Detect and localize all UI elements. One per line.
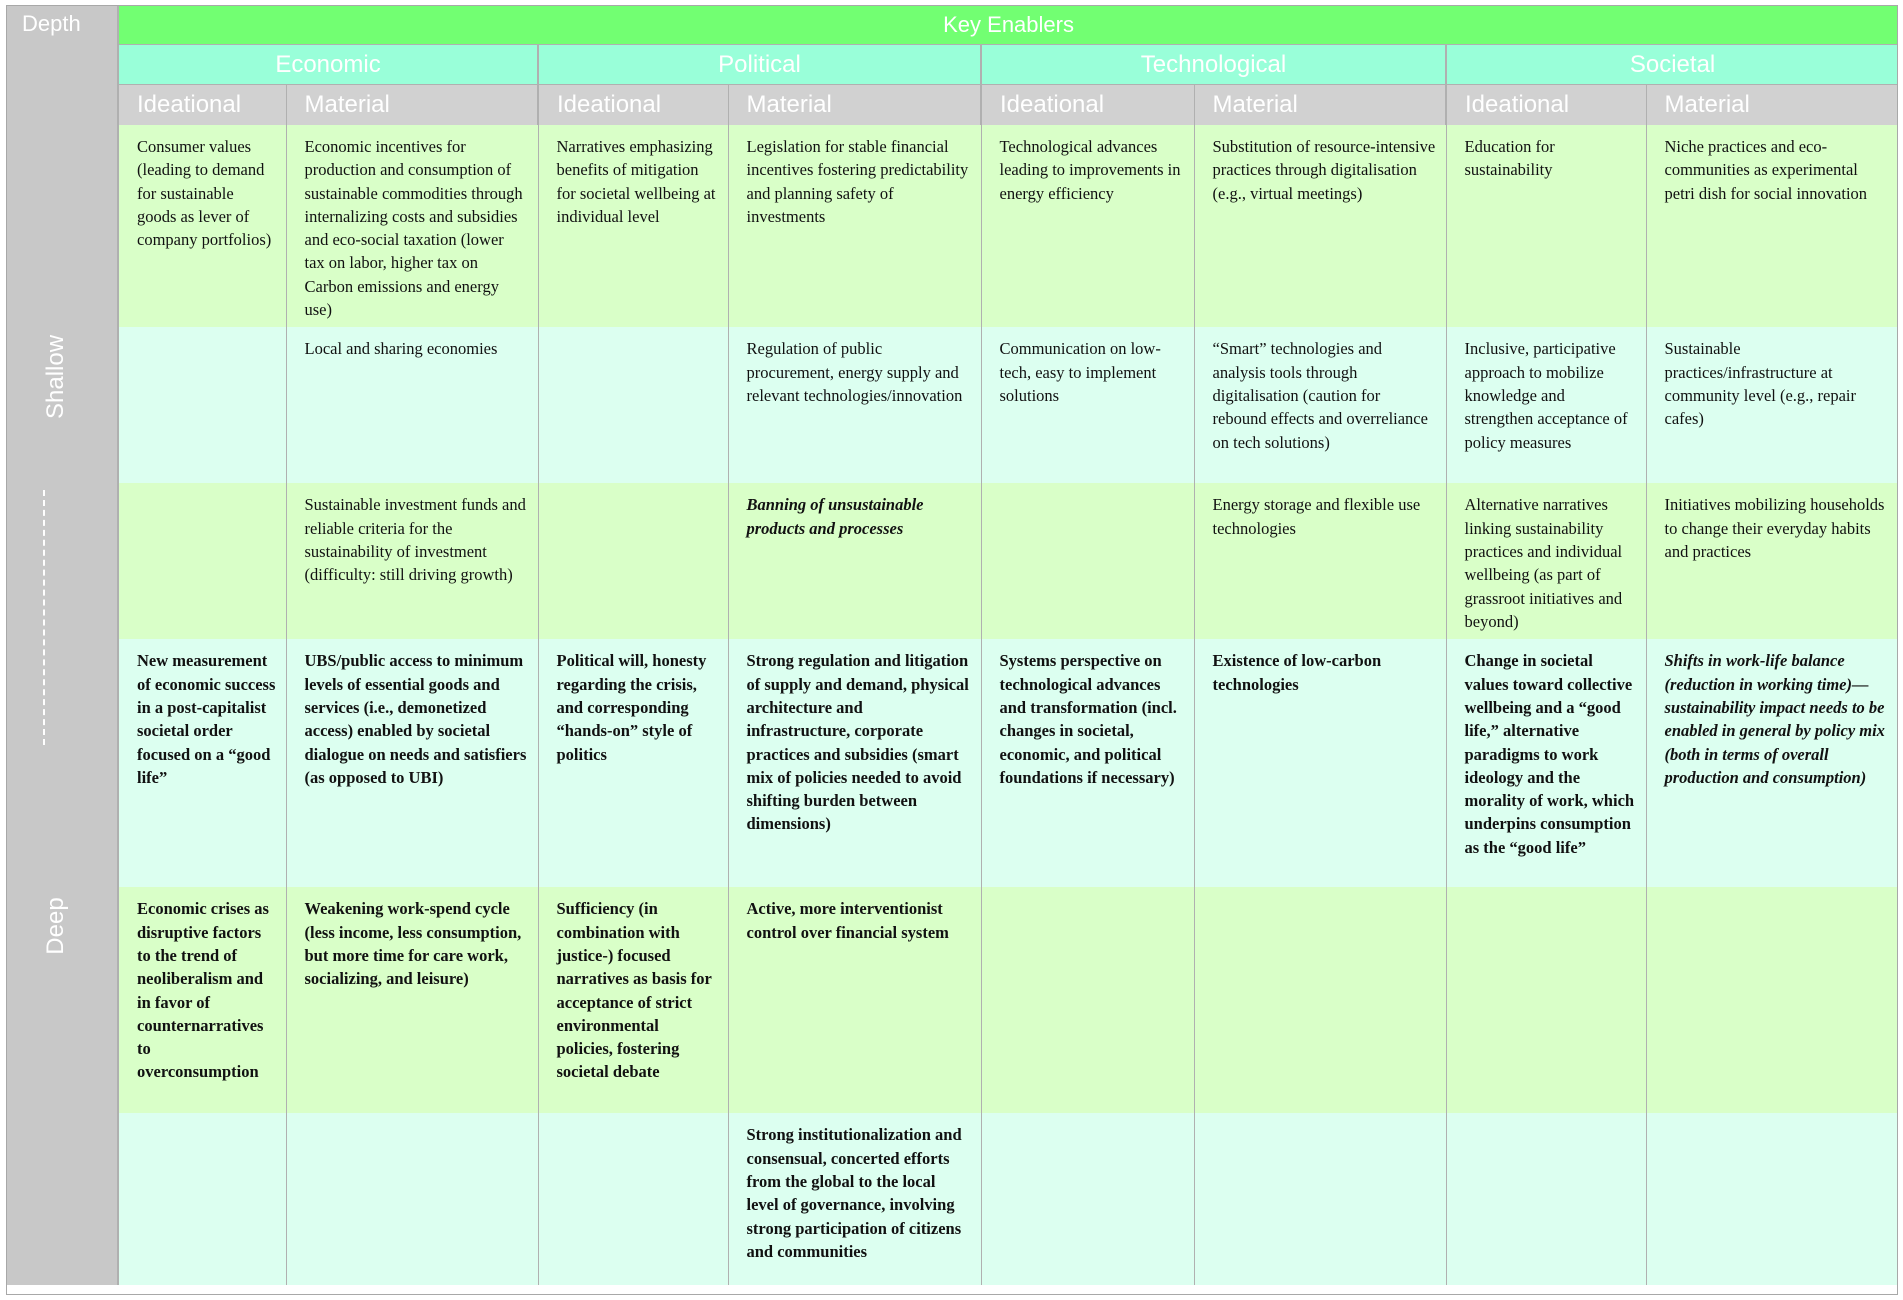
table-cell: Energy storage and flexible use technologies — [1194, 483, 1446, 639]
table-cell — [1446, 887, 1646, 1113]
table-cell — [538, 327, 728, 483]
depth-label-shallow: Shallow — [42, 334, 69, 419]
table-cell — [981, 887, 1194, 1113]
table-cell: Strong regulation and litigation of supply and demand, physical architecture and infrastructure, corporate practices and subsidies (smart mix of policies needed to avoid shifting burden between dimensions) — [728, 639, 981, 887]
table-row — [6, 125, 1898, 327]
table-cell: Niche practices and eco-communities as experimental petri dish for social innovation — [1646, 125, 1898, 327]
table-cell: Regulation of public procurement, energy supply and relevant technologies/innovation — [728, 327, 981, 483]
category-technological: Technological — [981, 45, 1446, 85]
table-cell — [1194, 887, 1446, 1113]
table-cell: Legislation for stable financial incentives fostering predictability and planning safety of investments — [728, 125, 981, 327]
table-cell: Shifts in work-life balance (reduction in working time)— sustainability impact needs to be enabled in general by policy mix (both in terms of overall production and consumption) — [1646, 639, 1898, 887]
depth-column — [6, 125, 118, 1285]
table-cell: Technological advances leading to improvements in energy efficiency — [981, 125, 1194, 327]
category-political: Political — [538, 45, 981, 85]
table-cell: Weakening work-spend cycle (less income, less consumption, but more time for care work, socializing, and leisure) — [286, 887, 538, 1113]
table-cell: Sustainable investment funds and reliable criteria for the sustainability of investment (difficulty: still driving growth) — [286, 483, 538, 639]
table-cell — [286, 1113, 538, 1285]
table-cell — [981, 483, 1194, 639]
table-cell: New measurement of economic success in a post-capitalist societal order focused on a “good life” — [118, 639, 286, 887]
depth-header: Depth — [6, 5, 118, 125]
table-cell: Economic incentives for production and consumption of sustainable commodities through internalizing costs and subsidies and eco-social taxation (lower tax on labor, higher tax on Carbon emissions and energy use) — [286, 125, 538, 327]
table-cell: Strong institutionalization and consensual, concerted efforts from the global to the local level of governance, involving strong participation of citizens and communities — [728, 1113, 981, 1285]
depth-label-deep: Deep — [42, 897, 69, 955]
table-cell: Consumer values (leading to demand for sustainable goods as lever of company portfolios) — [118, 125, 286, 327]
table-row — [6, 483, 1898, 639]
table-cell — [118, 483, 286, 639]
table-cell: Initiatives mobilizing households to change their everyday habits and practices — [1646, 483, 1898, 639]
table-cell — [981, 1113, 1194, 1285]
table-cell — [118, 327, 286, 483]
table-cell: Banning of unsustainable products and processes — [728, 483, 981, 639]
table-cell: Active, more interventionist control over financial system — [728, 887, 981, 1113]
table-row — [6, 327, 1898, 483]
table-row — [6, 639, 1898, 887]
table-cell — [538, 1113, 728, 1285]
table-cell: Substitution of resource-intensive practices through digitalisation (e.g., virtual meetings) — [1194, 125, 1446, 327]
table-cell: Narratives emphasizing benefits of mitigation for societal wellbeing at individual level — [538, 125, 728, 327]
table-cell — [1446, 1113, 1646, 1285]
table-cell — [1194, 1113, 1446, 1285]
subhead-societal-ideational: Ideational — [1446, 85, 1646, 126]
category-societal: Societal — [1446, 45, 1898, 85]
subhead-technological-material: Material — [1194, 85, 1446, 126]
table-cell — [1646, 887, 1898, 1113]
table-cell — [1646, 1113, 1898, 1285]
depth-dashed-divider — [43, 490, 45, 745]
table-cell: Inclusive, participative approach to mobilize knowledge and strengthen acceptance of policy measures — [1446, 327, 1646, 483]
table-cell: Communication on low-tech, easy to implement solutions — [981, 327, 1194, 483]
category-economic: Economic — [118, 45, 538, 85]
table-cell: Political will, honesty regarding the crisis, and corresponding “hands-on” style of politics — [538, 639, 728, 887]
table-cell: Sustainable practices/infrastructure at community level (e.g., repair cafes) — [1646, 327, 1898, 483]
subhead-political-material: Material — [728, 85, 981, 126]
table-row — [6, 887, 1898, 1113]
table-cell: Existence of low-carbon technologies — [1194, 639, 1446, 887]
table-cell: Local and sharing economies — [286, 327, 538, 483]
subhead-economic-material: Material — [286, 85, 538, 126]
table-cell: UBS/public access to minimum levels of essential goods and services (i.e., demonetized access) enabled by societal dialogue on needs and satisfiers (as opposed to UBI) — [286, 639, 538, 887]
table-row — [6, 1113, 1898, 1285]
subhead-political-ideational: Ideational — [538, 85, 728, 126]
table-cell — [118, 1113, 286, 1285]
table-cell: Economic crises as disruptive factors to the trend of neoliberalism and in favor of counternarratives to overconsumption — [118, 887, 286, 1113]
table-cell: Change in societal values toward collective wellbeing and a “good life,” alternative paradigms to work ideology and the morality of work, which underpins consumption as the “good life” — [1446, 639, 1646, 887]
key-enablers-header: Key Enablers — [118, 5, 1898, 45]
table-cell: Education for sustainability — [1446, 125, 1646, 327]
enablers-table-container — [6, 5, 1898, 1295]
table-cell: Systems perspective on technological advances and transformation (incl. changes in societal, economic, and political foundations if necessary) — [981, 639, 1194, 887]
subhead-technological-ideational: Ideational — [981, 85, 1194, 126]
key-enablers-table — [6, 5, 1898, 1285]
table-cell: Alternative narratives linking sustainability practices and individual wellbeing (as part of grassroot initiatives and beyond) — [1446, 483, 1646, 639]
subhead-societal-material: Material — [1646, 85, 1898, 126]
table-cell — [538, 483, 728, 639]
subhead-economic-ideational: Ideational — [118, 85, 286, 126]
table-cell: Sufficiency (in combination with justice-) focused narratives as basis for acceptance of strict environmental policies, fostering societal debate — [538, 887, 728, 1113]
table-cell: “Smart” technologies and analysis tools through digitalisation (caution for rebound effects and overreliance on tech solutions) — [1194, 327, 1446, 483]
